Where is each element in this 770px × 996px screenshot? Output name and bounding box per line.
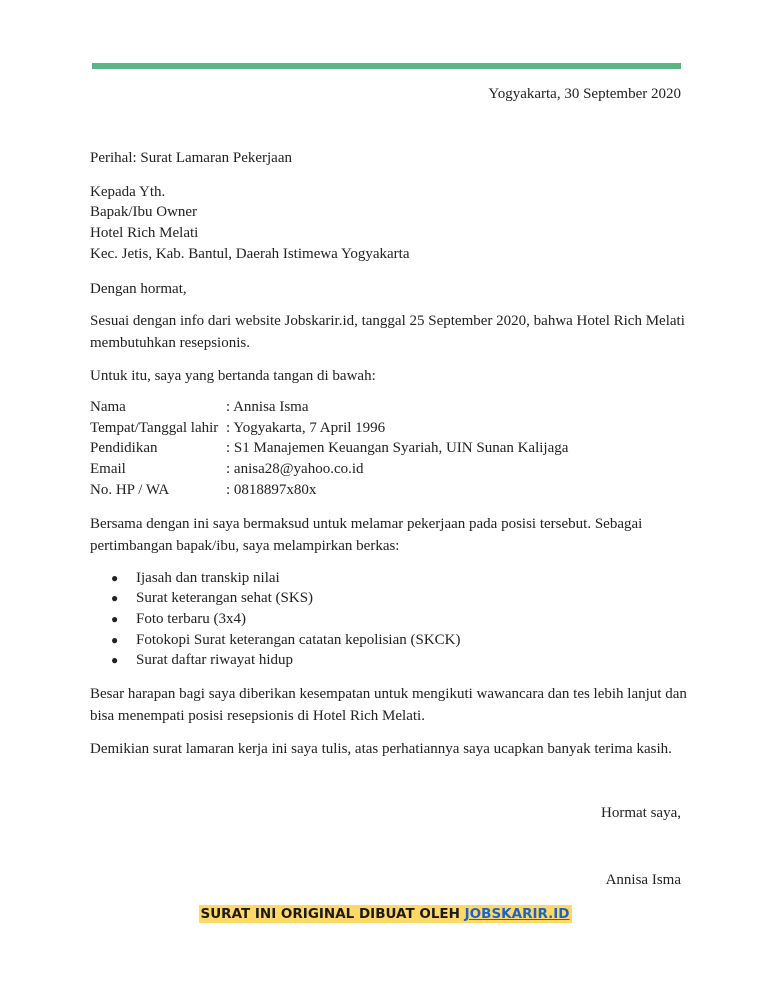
detail-label: Tempat/Tanggal lahir <box>90 420 219 436</box>
list-item: Ijasah dan transkip nilai <box>136 570 280 586</box>
detail-value: : anisa28@yahoo.co.id <box>226 461 364 477</box>
bullet-icon: ● <box>111 612 119 626</box>
list-item: Fotokopi Surat keterangan catatan kepolisian (SKCK) <box>136 632 461 648</box>
closing-paragraph: Demikian surat lamaran kerja ini saya tulis, atas perhatiannya saya ucapkan banyak terima kasih. <box>90 741 672 757</box>
footer-text: SURAT INI ORIGINAL DIBUAT OLEH <box>200 906 465 922</box>
signoff: Hormat saya, <box>601 805 681 821</box>
signer-name: Annisa Isma <box>605 872 681 888</box>
recipient-line: Bapak/Ibu Owner <box>90 204 198 220</box>
hope-paragraph: Besar harapan bagi saya diberikan kesempatan untuk mengikuti wawancara dan tes lebih lanjut dan bisa menempati posisi resepsionis di Hotel Rich Melati. <box>90 686 687 724</box>
date-place: Yogyakarta, 30 September 2020 <box>488 86 681 102</box>
detail-value: : 0818897x80x <box>226 482 317 498</box>
top-accent-bar <box>92 63 681 69</box>
detail-value: : Yogyakarta, 7 April 1996 <box>226 420 386 436</box>
detail-label: No. HP / WA <box>90 482 170 498</box>
recipient-line: Kec. Jetis, Kab. Bantul, Daerah Istimewa Yogyakarta <box>90 246 410 262</box>
subject-line: Perihal: Surat Lamaran Pekerjaan <box>90 150 293 166</box>
footer-brand-link[interactable]: JOBSKARIR.ID <box>464 906 570 922</box>
detail-value: : S1 Manajemen Keuangan Syariah, UIN Sunan Kalijaga <box>226 440 569 456</box>
list-item: Surat keterangan sehat (SKS) <box>136 590 314 606</box>
detail-label: Nama <box>90 399 126 415</box>
footer-highlight <box>199 905 572 923</box>
apply-paragraph: Bersama dengan ini saya bermaksud untuk melamar pekerjaan pada posisi tersebut. Sebagai pertimbangan bapak/ibu, saya melampirkan berkas: <box>90 516 643 554</box>
detail-value: : Annisa Isma <box>226 399 309 415</box>
undersigned-line: Untuk itu, saya yang bertanda tangan di bawah: <box>90 368 376 384</box>
bullet-icon: ● <box>111 571 119 585</box>
greeting: Dengan hormat, <box>90 281 187 297</box>
bullet-icon: ● <box>111 653 119 667</box>
detail-label: Email <box>90 461 126 477</box>
bullet-icon: ● <box>111 591 119 605</box>
detail-label: Pendidikan <box>90 440 158 456</box>
list-item: Surat daftar riwayat hidup <box>136 652 294 668</box>
list-item: Foto terbaru (3x4) <box>136 611 246 627</box>
footer-credit <box>0 904 770 924</box>
bullet-icon: ● <box>111 633 119 647</box>
intro-paragraph: Sesuai dengan info dari website Jobskarir.id, tanggal 25 September 2020, bahwa Hotel Rich Melati membutuhkan resepsionis. <box>90 313 685 351</box>
recipient-line: Kepada Yth. <box>90 184 166 200</box>
recipient-line: Hotel Rich Melati <box>90 225 199 241</box>
